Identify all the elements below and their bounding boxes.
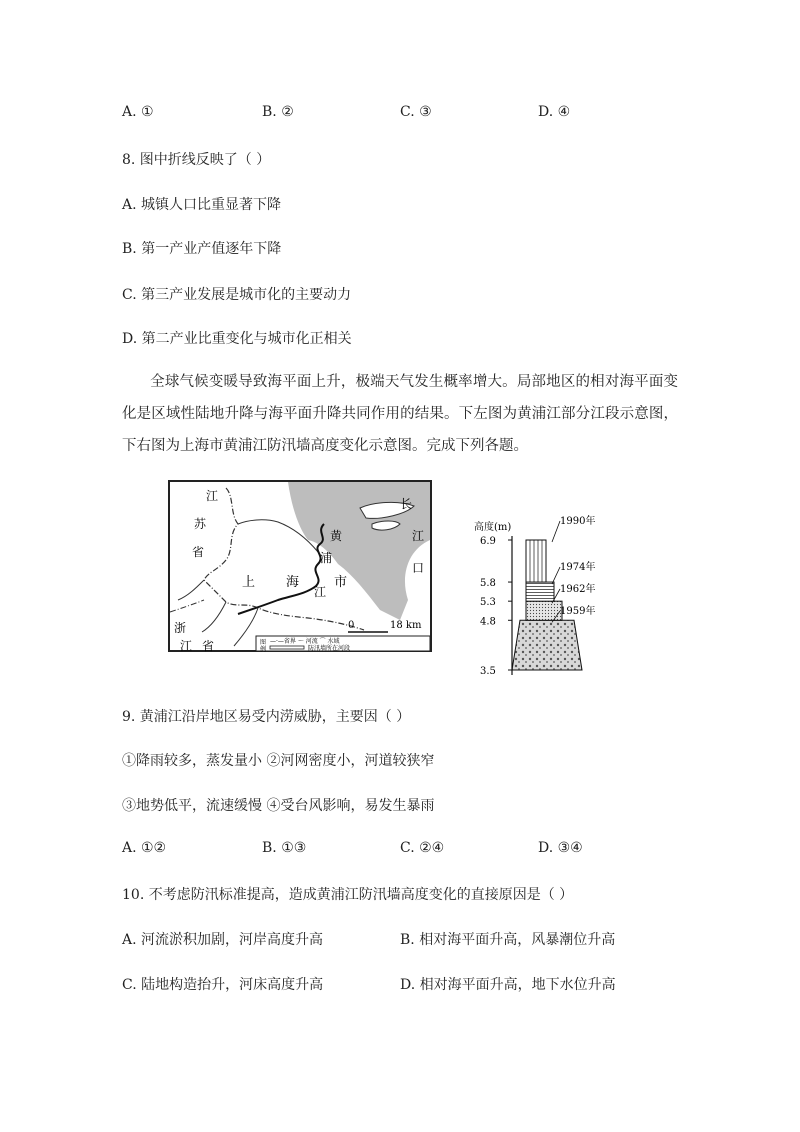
map-label-hai: 海 [286,575,300,590]
map-label-zhe-sheng: 省 [202,639,215,652]
q10-option-a: A. 河流淤积加剧，河岸高度升高 [122,932,324,948]
q9-option-c: C. ②④ [400,840,445,856]
map-label-zhe-jiang: 江 [180,639,193,652]
map-label-zhe: 浙 [174,621,187,635]
map-label-chang: 长 [400,497,413,511]
wall-y-tick-label: 4.8 [480,616,496,628]
q8-option-b: B. 第一产业产值逐年下降 [122,241,282,257]
flood-wall-chart [472,510,612,680]
wall-section-1974年 [526,582,554,601]
q7-option-d: D. ④ [538,104,571,120]
map-label-su: 苏 [194,517,207,531]
wall-y-tick-label: 5.3 [480,597,496,609]
huangpu-map-figure [168,480,432,652]
q8-option-a: A. 城镇人口比重显著下降 [122,197,282,213]
wall-year-leader [552,521,560,542]
wall-y-tick-label: 6.9 [480,536,496,547]
map-label-mouth-jiang: 江 [412,529,425,543]
wall-y-tick-label: 5.8 [480,578,496,590]
q7-option-a: A. ① [122,104,154,120]
q8-stem: 8. 图中折线反映了（ ） [122,152,271,168]
wall-section-1962年 [526,601,562,620]
q9-stem: 9. 黄浦江沿岸地区易受内涝威胁，主要因（ ） [122,709,411,725]
map-label-pu: 浦 [320,551,333,565]
map-label-river-jiang: 江 [314,585,327,599]
map-label-jiang: 江 [206,489,219,503]
wall-section-1959年 [512,620,582,670]
q10-option-b: B. 相对海平面升高，风暴潮位升高 [400,932,616,948]
passage-paragraph [122,366,678,462]
q7-option-c: C. ③ [400,104,432,120]
q9-item-row-1: ①降雨较多，蒸发量小 ②河网密度小，河道较狭窄 [122,753,435,769]
flood-wall-chart-figure [472,510,612,680]
wall-year-leader [552,567,560,584]
wall-section-1990年 [526,540,546,582]
map-label-huang: 黄 [330,529,343,543]
huangpu-map [168,480,432,652]
wall-year-label: 1974年 [560,562,596,573]
q9-option-b: B. ①③ [262,840,307,856]
q8-option-d: D. 第二产业比重变化与城市化正相关 [122,331,352,347]
map-label-sheng: 省 [192,545,205,559]
wall-y-tick-label: 3.5 [480,666,496,677]
q9-option-d: D. ③④ [538,840,583,856]
legend-tu: 图 [260,639,267,646]
q9-option-a: A. ①② [122,840,167,856]
q7-option-b: B. ② [262,104,294,120]
wall-year-label: 1962年 [560,584,596,595]
scale-label: 18 km [390,620,422,631]
q10-option-d: D. 相对海平面升高，地下水位升高 [400,977,616,993]
map-label-shi: 市 [334,575,348,590]
scale-zero: 0 [348,620,355,631]
wall-year-label: 1990年 [560,516,596,527]
legend-row-1: —·—省界 〜 河流 ⌒ 水域 [270,638,340,645]
q10-option-c: C. 陆地构造抬升，河床高度升高 [122,977,324,993]
q8-option-c: C. 第三产业发展是城市化的主要动力 [122,287,352,303]
passage-text: 全球气候变暖导致海平面上升，极端天气发生概率增大。局部地区的相对海平面变化是区域性陆地升降与海平面升降共同作用的结果。下左图为黄浦江部分江段示意图，下右图为上海市黄浦江防汛墙高度变化示意图。完成下列各题。 [122,374,678,454]
q9-item-row-2: ③地势低平，流速缓慢 ④受台风影响，易发生暴雨 [122,798,435,814]
q10-stem: 10. 不考虑防汛标准提高，造成黄浦江防汛墙高度变化的直接原因是（ ） [122,887,574,903]
legend-li: 例 [260,646,267,652]
map-label-kou: 口 [412,561,425,575]
map-label-shang: 上 [242,575,256,590]
legend-row-2: 防汛墙所在河段 [308,645,351,652]
wall-year-label: 1959年 [560,606,596,617]
wall-ylabel: 高度(m) [474,522,512,533]
